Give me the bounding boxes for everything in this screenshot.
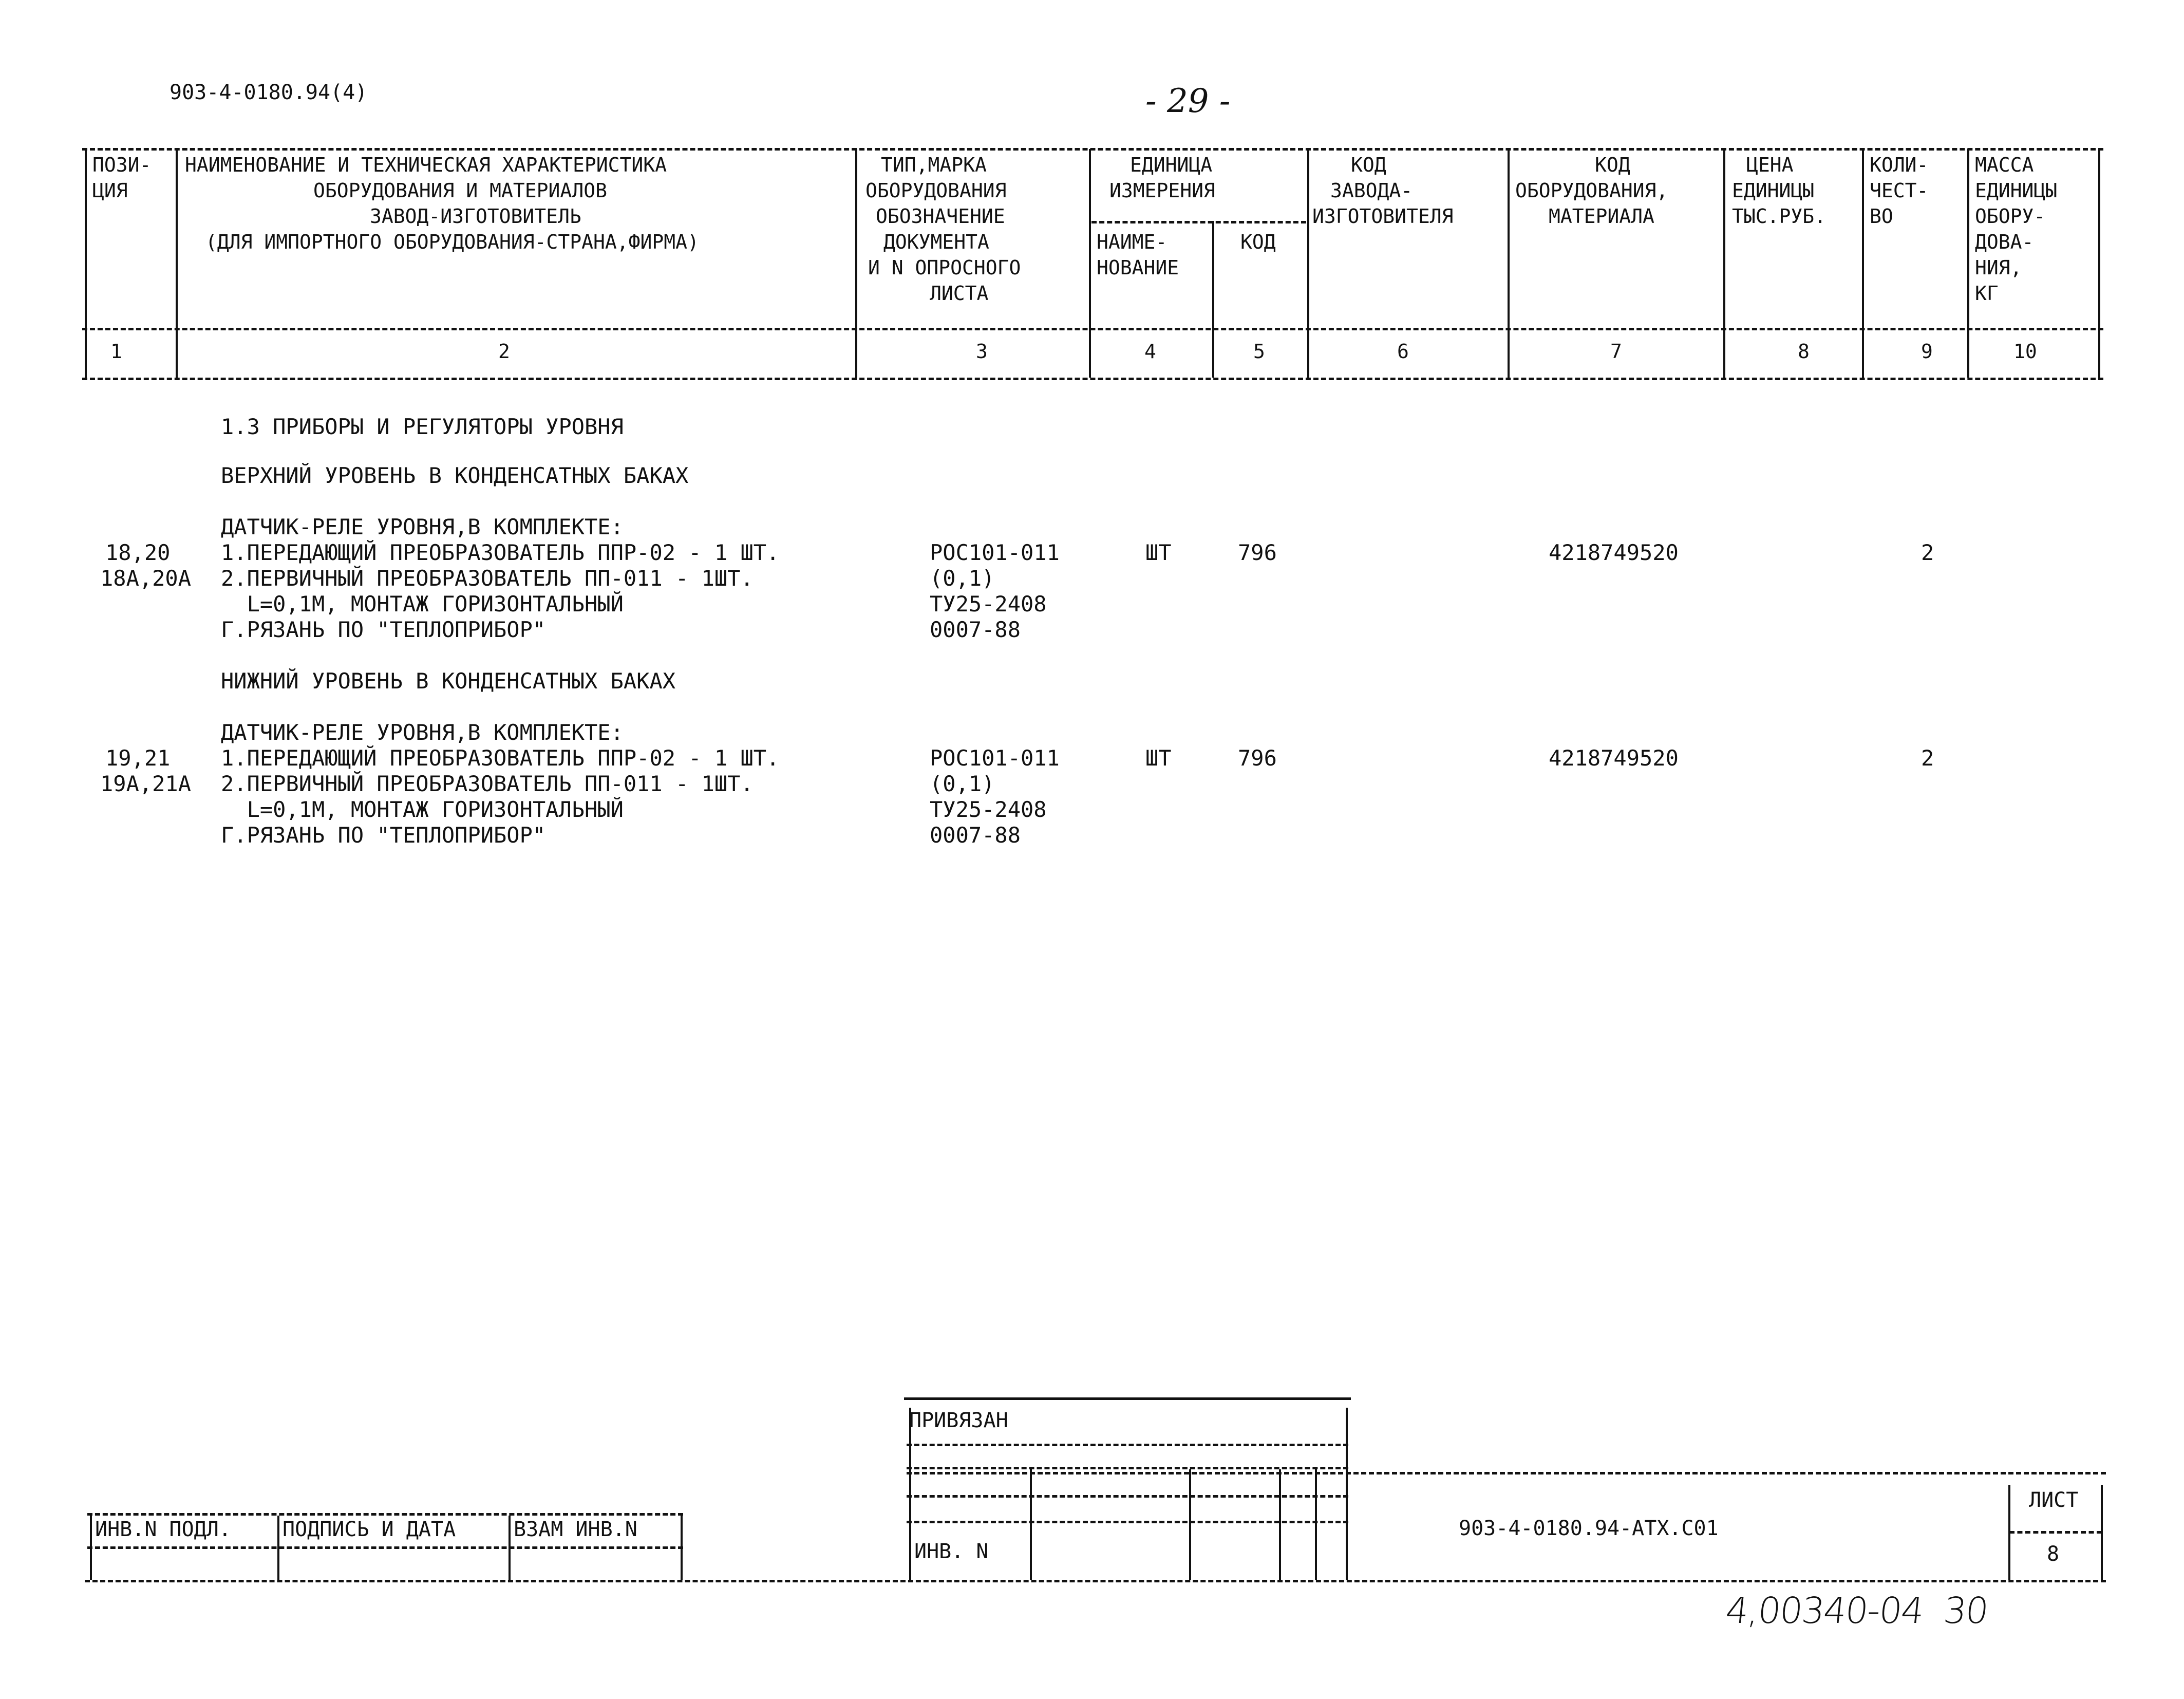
- col7-header-line3: МАТЕРИАЛА: [1549, 205, 1654, 228]
- col7-header-line2: ОБОРУДОВАНИЯ,: [1515, 179, 1668, 202]
- col5-header: КОД: [1240, 231, 1276, 253]
- handwritten-archive-code: 4,00340-04 30: [1723, 1590, 1990, 1632]
- item-description-line: 2.ПЕРВИЧНЫЙ ПРЕОБРАЗОВАТЕЛЬ ПП-011 - 1ШТ.: [221, 566, 754, 591]
- unit-header-line2: ИЗМЕРЕНИЯ: [1109, 179, 1215, 202]
- col8-header-line2: ЕДИНИЦЫ: [1732, 179, 1815, 202]
- col2-header-line2: ОБОРУДОВАНИЯ И МАТЕРИАЛОВ: [313, 179, 607, 202]
- item-unit: ШТ: [1145, 745, 1172, 771]
- item-quantity: 2: [1921, 540, 1934, 565]
- col10-header-line4: ДОВА-: [1975, 231, 2034, 253]
- item-unit: ШТ: [1145, 540, 1172, 565]
- item-description-line: Г.РЯЗАНЬ ПО "ТЕПЛОПРИБОР": [221, 617, 546, 642]
- sheet-label: ЛИСТ: [2029, 1488, 2079, 1512]
- col1-header-line2: ЦИЯ: [92, 179, 128, 202]
- item-type-line: ТУ25-2408: [930, 797, 1047, 822]
- col8-header-line1: ЦЕНА: [1746, 154, 1794, 176]
- col3-header-line2: ОБОРУДОВАНИЯ: [865, 179, 1007, 202]
- group-subtitle: НИЖНИЙ УРОВЕНЬ В КОНДЕНСАТНЫХ БАКАХ: [221, 668, 676, 694]
- item-description-line: L=0,1М, МОНТАЖ ГОРИЗОНТАЛЬНЫЙ: [221, 797, 624, 822]
- col-number-10: 10: [2013, 340, 2037, 363]
- item-type-line: ТУ25-2408: [930, 591, 1047, 617]
- section-title: 1.3 ПРИБОРЫ И РЕГУЛЯТОРЫ УРОВНЯ: [221, 414, 624, 439]
- item-description-line: 2.ПЕРВИЧНЫЙ ПРЕОБРАЗОВАТЕЛЬ ПП-011 - 1ШТ.: [221, 771, 754, 796]
- item-description-line: 1.ПЕРЕДАЮЩИЙ ПРЕОБРАЗОВАТЕЛЬ ППР-02 - 1 ШТ.: [221, 745, 780, 771]
- col8-header-line3: ТЫС.РУБ.: [1732, 205, 1827, 228]
- col10-header-line2: ЕДИНИЦЫ: [1975, 179, 2058, 202]
- item-type-line: (0,1): [930, 771, 995, 796]
- inv-n-label: ИНВ. N: [914, 1540, 989, 1563]
- item-material-code: 4218749520: [1549, 745, 1679, 771]
- item-description-line: Г.РЯЗАНЬ ПО "ТЕПЛОПРИБОР": [221, 823, 546, 848]
- col10-header-line6: КГ: [1975, 282, 1999, 305]
- col2-header-line4: (ДЛЯ ИМПОРТНОГО ОБОРУДОВАНИЯ-СТРАНА,ФИРМА): [205, 231, 699, 253]
- col-number-3: 3: [976, 340, 988, 363]
- item-description-line: L=0,1М, МОНТАЖ ГОРИЗОНТАЛЬНЫЙ: [221, 591, 624, 617]
- item-quantity: 2: [1921, 745, 1934, 771]
- col-number-1: 1: [110, 340, 122, 363]
- sheet-number: 8: [2047, 1542, 2060, 1566]
- col10-header-line3: ОБОРУ-: [1975, 205, 2046, 228]
- item-description-line: ДАТЧИК-РЕЛЕ УРОВНЯ,В КОМПЛЕКТЕ:: [221, 514, 624, 539]
- col6-header-line1: КОД: [1351, 154, 1386, 176]
- col7-header-line1: КОД: [1595, 154, 1630, 176]
- item-material-code: 4218749520: [1549, 540, 1679, 565]
- col10-header-line5: НИЯ,: [1975, 256, 2022, 279]
- group-subtitle: ВЕРХНИЙ УРОВЕНЬ В КОНДЕНСАТНЫХ БАКАХ: [221, 463, 689, 488]
- signature-date-label: ПОДПИСЬ И ДАТА: [283, 1518, 456, 1541]
- col-number-7: 7: [1610, 340, 1622, 363]
- item-position-line: 19,21: [105, 745, 171, 771]
- item-type-line: РОС101-011: [930, 540, 1060, 565]
- stamp-doc-code: 903-4-0180.94-АТХ.С01: [1459, 1517, 1719, 1540]
- item-position-line: 18,20: [105, 540, 171, 565]
- col4-header-line2: НОВАНИЕ: [1097, 256, 1179, 279]
- col6-header-line2: ЗАВОДА-: [1330, 179, 1413, 202]
- col-number-2: 2: [498, 340, 510, 363]
- item-type-line: РОС101-011: [930, 745, 1060, 771]
- doc-code-top: 903-4-0180.94(4): [170, 81, 368, 104]
- item-unit-code: 796: [1238, 540, 1277, 565]
- col3-header-line6: ЛИСТА: [930, 282, 989, 305]
- page-number: - 29 -: [1145, 82, 1231, 120]
- col3-header-line5: И N ОПРОСНОГО: [868, 256, 1021, 279]
- item-position-line: 18А,20А: [100, 566, 192, 591]
- col10-header-line1: МАССА: [1975, 154, 2034, 176]
- col3-header-line3: ОБОЗНАЧЕНИЕ: [876, 205, 1005, 228]
- col-number-4: 4: [1144, 340, 1156, 363]
- item-description-line: ДАТЧИК-РЕЛЕ УРОВНЯ,В КОМПЛЕКТЕ:: [221, 720, 624, 745]
- item-type-line: (0,1): [930, 566, 995, 591]
- unit-header-line1: ЕДИНИЦА: [1130, 154, 1213, 176]
- vzam-inv-label: ВЗАМ ИНВ.N: [514, 1518, 637, 1541]
- col2-header-line1: НАИМЕНОВАНИЕ И ТЕХНИЧЕСКАЯ ХАРАКТЕРИСТИКА: [185, 154, 667, 176]
- item-position-line: 19А,21А: [100, 771, 192, 796]
- col-number-8: 8: [1798, 340, 1810, 363]
- item-type-line: 0007-88: [930, 617, 1021, 642]
- col9-header-line2: ЧЕСТ-: [1870, 179, 1929, 202]
- col-number-9: 9: [1921, 340, 1933, 363]
- col9-header-line1: КОЛИ-: [1870, 154, 1929, 176]
- item-description-line: 1.ПЕРЕДАЮЩИЙ ПРЕОБРАЗОВАТЕЛЬ ППР-02 - 1 ШТ.: [221, 540, 780, 565]
- col2-header-line3: ЗАВОД-ИЗГОТОВИТЕЛЬ: [370, 205, 581, 228]
- item-type-line: 0007-88: [930, 823, 1021, 848]
- col-number-6: 6: [1397, 340, 1409, 363]
- col-number-5: 5: [1253, 340, 1265, 363]
- col4-header-line1: НАИМЕ-: [1097, 231, 1168, 253]
- col6-header-line3: ИЗГОТОВИТЕЛЯ: [1312, 205, 1454, 228]
- item-unit-code: 796: [1238, 745, 1277, 771]
- col3-header-line4: ДОКУМЕНТА: [883, 231, 989, 253]
- col1-header-line1: ПОЗИ-: [92, 154, 152, 176]
- col9-header-line3: ВО: [1870, 205, 1893, 228]
- privyazan-label: ПРИВЯЗАН: [909, 1409, 1008, 1432]
- inv-podl-label: ИНВ.N ПОДЛ.: [95, 1518, 231, 1541]
- col3-header-line1: ТИП,МАРКА: [881, 154, 987, 176]
